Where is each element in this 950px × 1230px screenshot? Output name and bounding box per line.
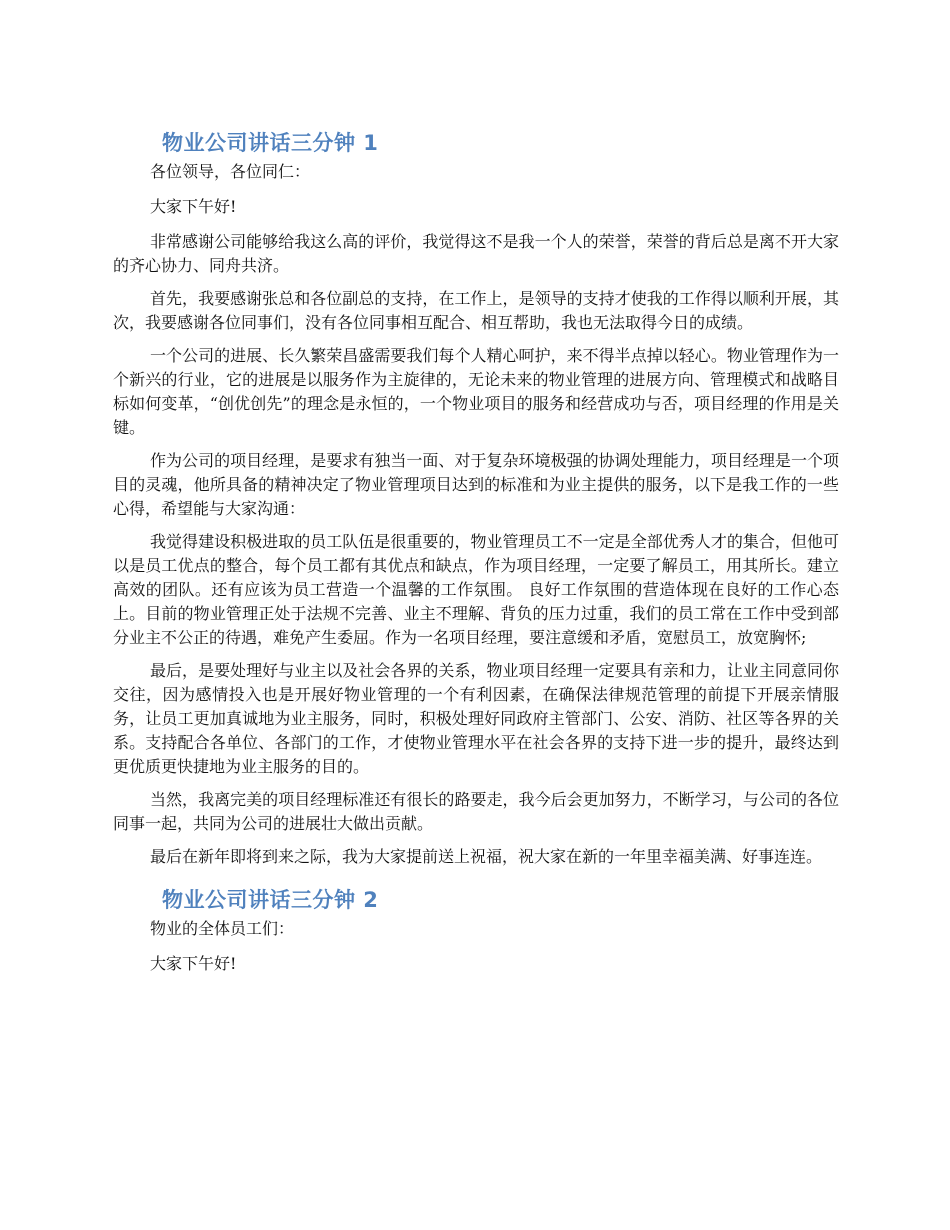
section-1-paragraph-6: 作为公司的项目经理，是要求有独当一面、对于复杂环境极强的协调处理能力，项目经理是一个项目的灵魂，他所具备的精神决定了物业管理项目达到的标准和为业主提供的服务，以下是我工作的一些心得，希望能与大家沟通： bbox=[113, 451, 839, 518]
section-2-paragraph-2: 大家下午好! bbox=[150, 954, 237, 973]
section-1-paragraph-5: 一个公司的进展、长久繁荣昌盛需要我们每个人精心呵护，来不得半点掉以轻心。物业管理作为一个新兴的行业，它的进展是以服务作为主旋律的，无论未来的物业管理的进展方向、管理模式和战略目标如何变革，“创优创先”的理念是永恒的，一个物业项目的服务和经营成功与否，项目经理的作用是关键。 bbox=[113, 346, 839, 437]
section-1-paragraph-9: 当然，我离完美的项目经理标准还有很长的路要走，我今后会更加努力，不断学习，与公司的各位同事一起，共同为公司的进展壮大做出贡献。 bbox=[113, 790, 839, 833]
section-2-paragraph-1: 物业的全体员工们： bbox=[150, 919, 295, 938]
document-body bbox=[113, 126, 839, 987]
section-1-paragraph-10: 最后在新年即将到来之际，我为大家提前送上祝福，祝大家在新的一年里幸福美满、好事连连。 bbox=[150, 847, 823, 866]
section-1-paragraph-4: 首先，我要感谢张总和各位副总的支持，在工作上，是领导的支持才使我的工作得以顺利开展，其次，我要感谢各位同事们，没有各位同事相互配合、相互帮助，我也无法取得今日的成绩。 bbox=[113, 289, 839, 332]
section-1-paragraph-2: 大家下午好! bbox=[150, 197, 237, 216]
section-1-paragraph-8: 最后，是要处理好与业主以及社会各界的关系，物业项目经理一定要具有亲和力，让业主同意同你交往，因为感情投入也是开展好物业管理的一个有利因素，在确保法律规范管理的前提下开展亲情服务，让员工更加真诚地为业主服务，同时，积极处理好同政府主管部门、公安、消防、社区等各界的关系。支持配合各单位、各部门的工作，才使物业管理水平在社会各界的支持下进一步的提升，最终达到更优质更快捷地为业主服务的目的。 bbox=[113, 661, 839, 776]
section-1-paragraph-3: 非常感谢公司能够给我这么高的评价，我觉得这不是我一个人的荣誉，荣誉的背后总是离不开大家的齐心协力、同舟共济。 bbox=[113, 232, 839, 275]
section-2-title: 物业公司讲话三分钟 2 bbox=[162, 888, 379, 912]
section-1-title: 物业公司讲话三分钟 1 bbox=[162, 131, 379, 155]
section-1-paragraph-1: 各位领导，各位同仁： bbox=[150, 162, 311, 181]
section-1-paragraph-7: 我觉得建设积极进取的员工队伍是很重要的，物业管理员工不一定是全部优秀人才的集合，但他可以是员工优点的整合，每个员工都有其优点和缺点，作为项目经理，一定要了解员工，用其所长。建立高效的团队。还有应该为员工营造一个温馨的工作氛围。 良好工作氛围的营造体现在良好的工作心态上。目前的物业管理正处于法规不完善、业主不理解、背负的压力过重，我们的员工常在工作中受到部分业主不公正的待遇，难免产生委屈。作为一名项目经理，要注意缓和矛盾，宽慰员工，放宽胸怀; bbox=[113, 532, 839, 647]
